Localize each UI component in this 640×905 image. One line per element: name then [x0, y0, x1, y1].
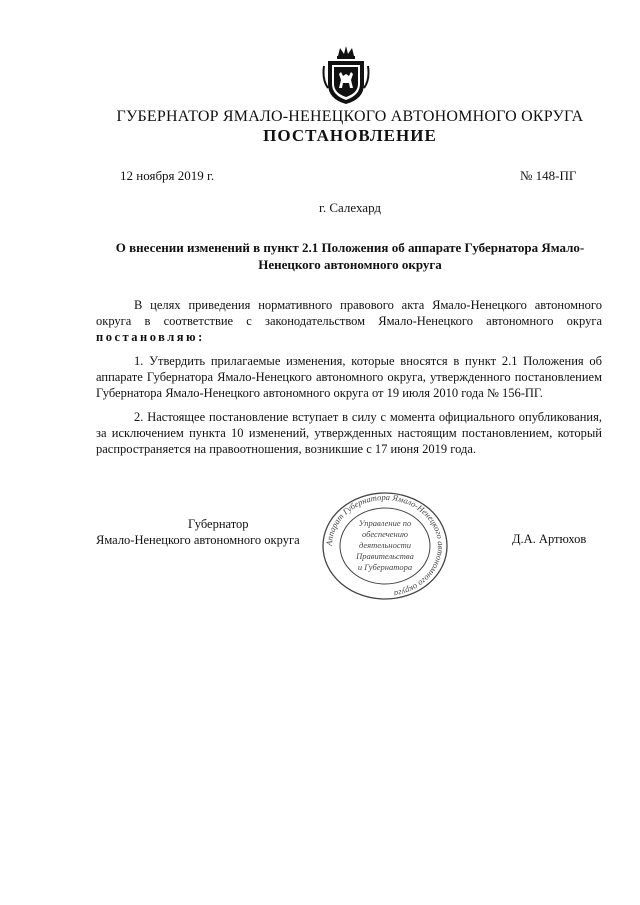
- stamp-text-line: и Губернатора: [357, 562, 413, 572]
- signatory-title: [96, 516, 336, 548]
- svg-text:Аппарат Губернатора Ямало-Нене: Аппарат Губернатора Ямало-Ненецкого автономного округа: [323, 491, 447, 600]
- coat-of-arms-emblem: [322, 44, 370, 106]
- stamp-text-line: Правительства: [356, 551, 414, 561]
- stamp-text-line: деятельности: [358, 540, 412, 550]
- official-seal-stamp: [318, 490, 452, 602]
- document-city: г. Салехард: [318, 200, 382, 215]
- issuing-authority: ГУБЕРНАТОР ЯМАЛО-НЕНЕЦКОГО АВТОНОМНОГО ОКРУГА: [116, 108, 584, 125]
- resolve-word: постановляю:: [96, 330, 205, 344]
- intro-paragraph: [96, 297, 602, 345]
- document-type-heading: ПОСТАНОВЛЕНИЕ: [263, 126, 437, 145]
- resolution-item-2: 2. Настоящее постановление вступает в силу с момента официального опубликования, за исключением пункта 10 изменений, утвержденных настоящим постановлением, который распространяется на правоотношения, возникшие с 17 июня 2019 года.: [96, 410, 602, 456]
- document-number: № 148-ПГ: [520, 168, 577, 183]
- resolution-item-1: 1. Утвердить прилагаемые изменения, которые вносятся в пункт 2.1 Положения об аппарате Губернатора Ямало-Ненецкого автономного округа, утвержденного постановлением Губернатора Ямало-Ненецкого автономного округа от 19 июля 2010 года № 156-ПГ.: [96, 354, 602, 400]
- signatory-title-line1: Губернатор: [188, 517, 249, 531]
- document-title: О внесении изменений в пункт 2.1 Положения об аппарате Губернатора Ямало-Ненецкого автономного округа: [115, 240, 585, 272]
- intro-text: В целях приведения нормативного правового акта Ямало-Ненецкого автономного округа в соответствие с законодательством Ямало-Ненецкого автономного округа: [96, 298, 602, 328]
- stamp-text-line: обеспечению: [361, 529, 409, 539]
- document-date: 12 ноября 2019 г.: [120, 168, 215, 183]
- signatory-name: Д.А. Артюхов: [512, 532, 587, 546]
- signatory-title-line2: Ямало-Ненецкого автономного округа: [96, 533, 300, 547]
- stamp-text-line: Управление по: [358, 518, 412, 528]
